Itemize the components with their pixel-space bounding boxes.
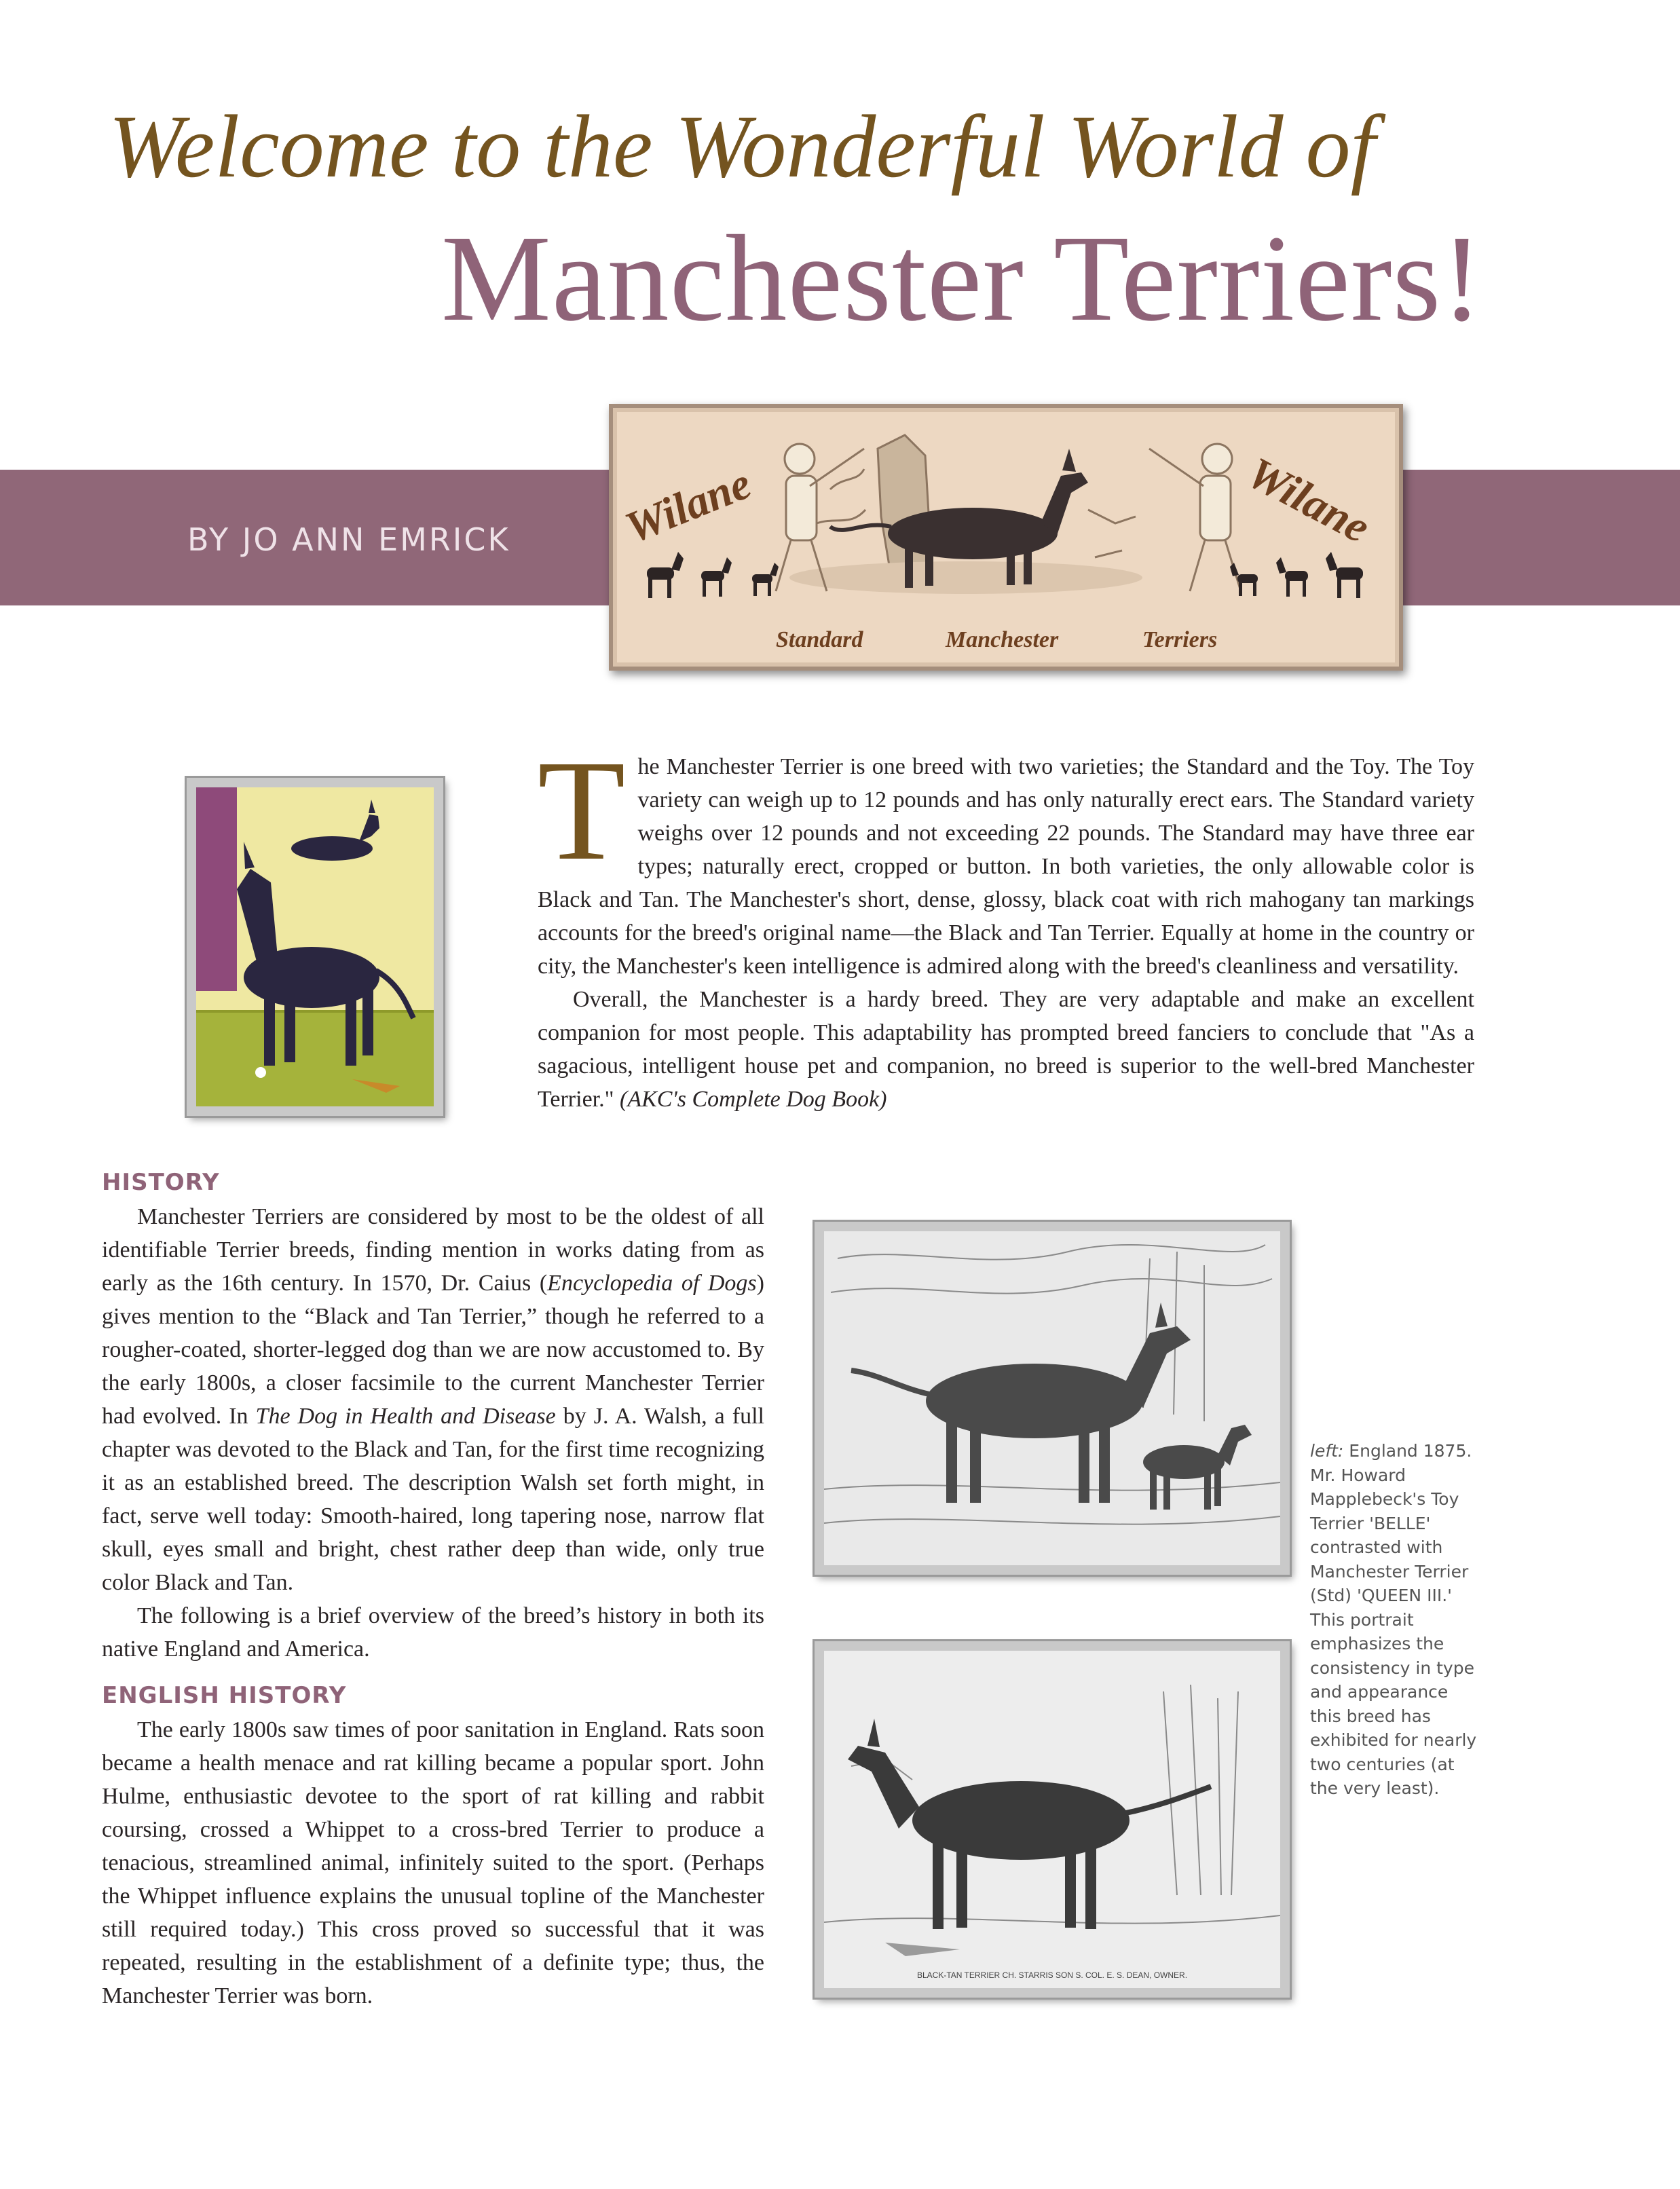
intro-paragraph-2 [538,983,1474,1116]
banner-word-manchester: Manchester [946,627,1059,652]
history-p1-e: by J. A. Walsh, a full chapter was devoted to the Black and Tan, for the first time recognizing it as an established breed. The description Walsh set forth might, in fact, serve well today: Smooth-haired, long tapering nose, narrow flat skull, eyes small and bright, chest rather deep than wide, only true color Black and Tan. [102,1404,764,1595]
intro-section [538,730,1474,1116]
banner-word-standard: Standard [776,627,863,652]
intro-p2-source: (AKC's Complete Dog Book) [620,1087,887,1112]
logo-left: Wilane [618,458,758,553]
title-line-2: Manchester Terriers! [441,210,1484,347]
wilane-banner-image [609,404,1403,671]
history-paragraph-2: The following is a brief overview of the breed’s history in both its native England and America. [102,1603,764,1662]
etching-2-caption: BLACK-TAN TERRIER CH. STARRIS SON S. COL. E. S. DEAN, OWNER. [916,1970,1188,1980]
etching-dean-image [815,1641,1290,1998]
banner-illustration [613,408,1399,667]
history-p1-a: Manchester Terriers are considered by most to be the oldest of all identifiable Terrier breeds, finding mention in works dating from as early as the 16th century. In 1570, Dr. Caius ( [102,1204,764,1296]
photo-caption [1310,1439,1480,1801]
intro-p2-text: Overall, the Manchester is a hardy breed. They are very adaptable and make an excellent companion for most people. This adaptability has prompted breed fanciers to conclude that "As a sagacious, intelligent house pet and companion, no breed is superior to the well-bred Manchester Terrier." [538,987,1474,1112]
drop-cap: T [538,730,626,890]
english-history-paragraph-1: The early 1800s saw times of poor sanitation in England. Rats soon became a health menace and rat killing became a popular sport. John Hulme, enthusiastic devotee to the sport of rat killing and rabbit coursing, crossed a Whippet to a cross-bred Terrier to produce a tenacious, streamlined animal, infinitely suited to the sport. (Perhaps the Whippet influence explains the unusual topline of the Manchester still required today.) This cross proved so successful that it was repeated, resulting in the establishment of a definite type; thus, the Manchester Terrier was born. [102,1717,764,2008]
logo-right: Wilane [1239,447,1378,553]
etching-2-illustration [824,1651,1280,1988]
history-column [102,1169,764,2013]
history-p1-book-2: The Dog in Health and Disease [255,1404,556,1429]
caption-lead: left: [1310,1441,1344,1461]
banner-word-terriers: Terriers [1142,627,1218,652]
english-history-heading: ENGLISH HISTORY [102,1682,347,1709]
caption-paragraph [1310,1439,1480,1801]
history-p1-c: ) gives mention to the “Black and Tan Terrier,” though he referred to a rougher-coated, shorter-legged dog than we are now accustomed to. By the early 1800s, a closer facsimile to the current Manchester Terrier had evolved. In [102,1271,764,1429]
byline: BY JO ANN EMRICK [187,521,510,558]
title-line-1: Welcome to the Wonderful World of [109,96,1376,196]
history-paragraph-1 [102,1200,764,1599]
intro-p1-text: he Manchester Terrier is one breed with two varieties; the Standard and the Toy. The Toy variety can weigh up to 12 pounds and has only naturally erect ears. The Standard variety weighs over 12 pounds and not exceeding 22 pounds. The Standard may have three ear types; naturally erect, cropped or button. In both varieties, the only allowable color is Black and Tan. The Manchester's short, dense, glossy, black coat with rich mahogany tan markings accounts for the breed's original name—the Black and Tan Terrier. Equally at home in the country or city, the Manchester's keen intelligence is admired along with the breed's cleanliness and versatility. [538,754,1474,979]
etching-1875-image [815,1222,1290,1575]
caption-text: England 1875. Mr. Howard Mapplebeck's Toy Terrier 'BELLE' contrasted with Manchester Terrier (Std) 'QUEEN III.' This portrait emphasizes the consistency in type and appearance this breed has exhibited for nearly two centuries (at the very least). [1310,1441,1477,1798]
painting-illustration [196,787,434,1106]
history-heading: HISTORY [102,1169,220,1196]
intro-paragraph-1 [538,730,1474,983]
etching-1-illustration [824,1231,1280,1565]
history-p1-book-1: Encyclopedia of Dogs [547,1271,757,1296]
vintage-dog-painting [187,778,443,1116]
